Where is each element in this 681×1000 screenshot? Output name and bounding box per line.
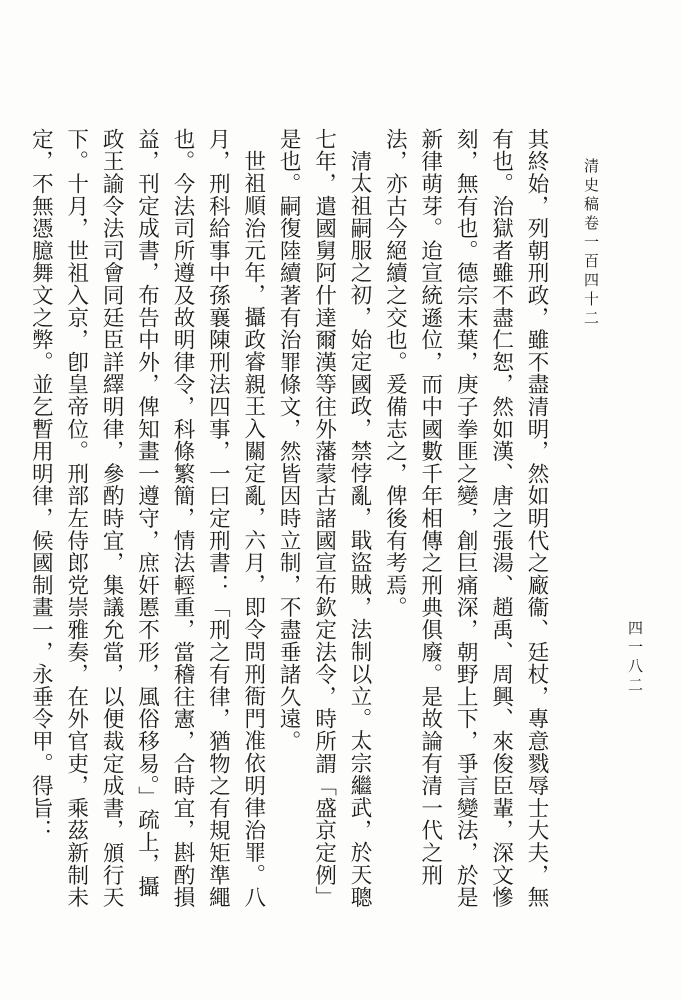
paragraph-2: 清太祖嗣服之初，始定國政，禁悖亂，戢盜賊，法制以立。太宗繼武，於天聰七年，遣國舅阿什達爾漢等往外藩蒙古諸國宣布欽定法令，時所謂「盛京定例」是也。嗣復陸續著有治罪條文，然皆因時立制，不盡垂諸久遠。	[276, 128, 372, 909]
paragraph-1: 其終始，列朝刑政，雖不盡清明，然如明代之廠衞、廷杖，專意戮辱士大夫，無有也。治獄者雖不盡仁恕，然如漢、唐之張湯、趙禹、周興、來俊臣輩，深文慘刻，無有也。德宗末葉，庚子拳匪之變，創巨痛深，朝野上下，爭言變法，於是新律萌芽。迨宣統遜位，而中國數千年相傳之刑典俱廢。是故論有清一代之刑法，亦古今絕續之交也。爰備志之，俾後有考焉。	[382, 128, 549, 909]
running-header-title: 清史稿卷一百四十二	[582, 158, 600, 329]
body-text	[28, 128, 554, 918]
page-number: 四一八二	[626, 620, 644, 696]
paragraph-3: 世祖順治元年，攝政睿親王入關定亂，六月，即令問刑衙門准依明律治罪。八月，刑科給事中孫襄陳刑法四事，一曰定刑書：「刑之有律，猶物之有規矩準繩也。今法司所遵及故明律令，科條繁簡，情法輕重，當稽往憲，合時宜，斟酌損益，刊定成書，布告中外，俾知畫一遵守，庶奸慝不形，風俗移易。」疏上，攝政王諭令法司會同廷臣詳繹明律，參酌時宜，集議允當，以便裁定成書，頒行天下。十月，世祖入京，卽皇帝位。刑部左侍郎党崇雅奏，在外官吏，乘茲新制未定，不無憑臆舞文之弊。並乞暫用明律，候國制畫一，永垂令甲。得旨：	[28, 128, 266, 909]
